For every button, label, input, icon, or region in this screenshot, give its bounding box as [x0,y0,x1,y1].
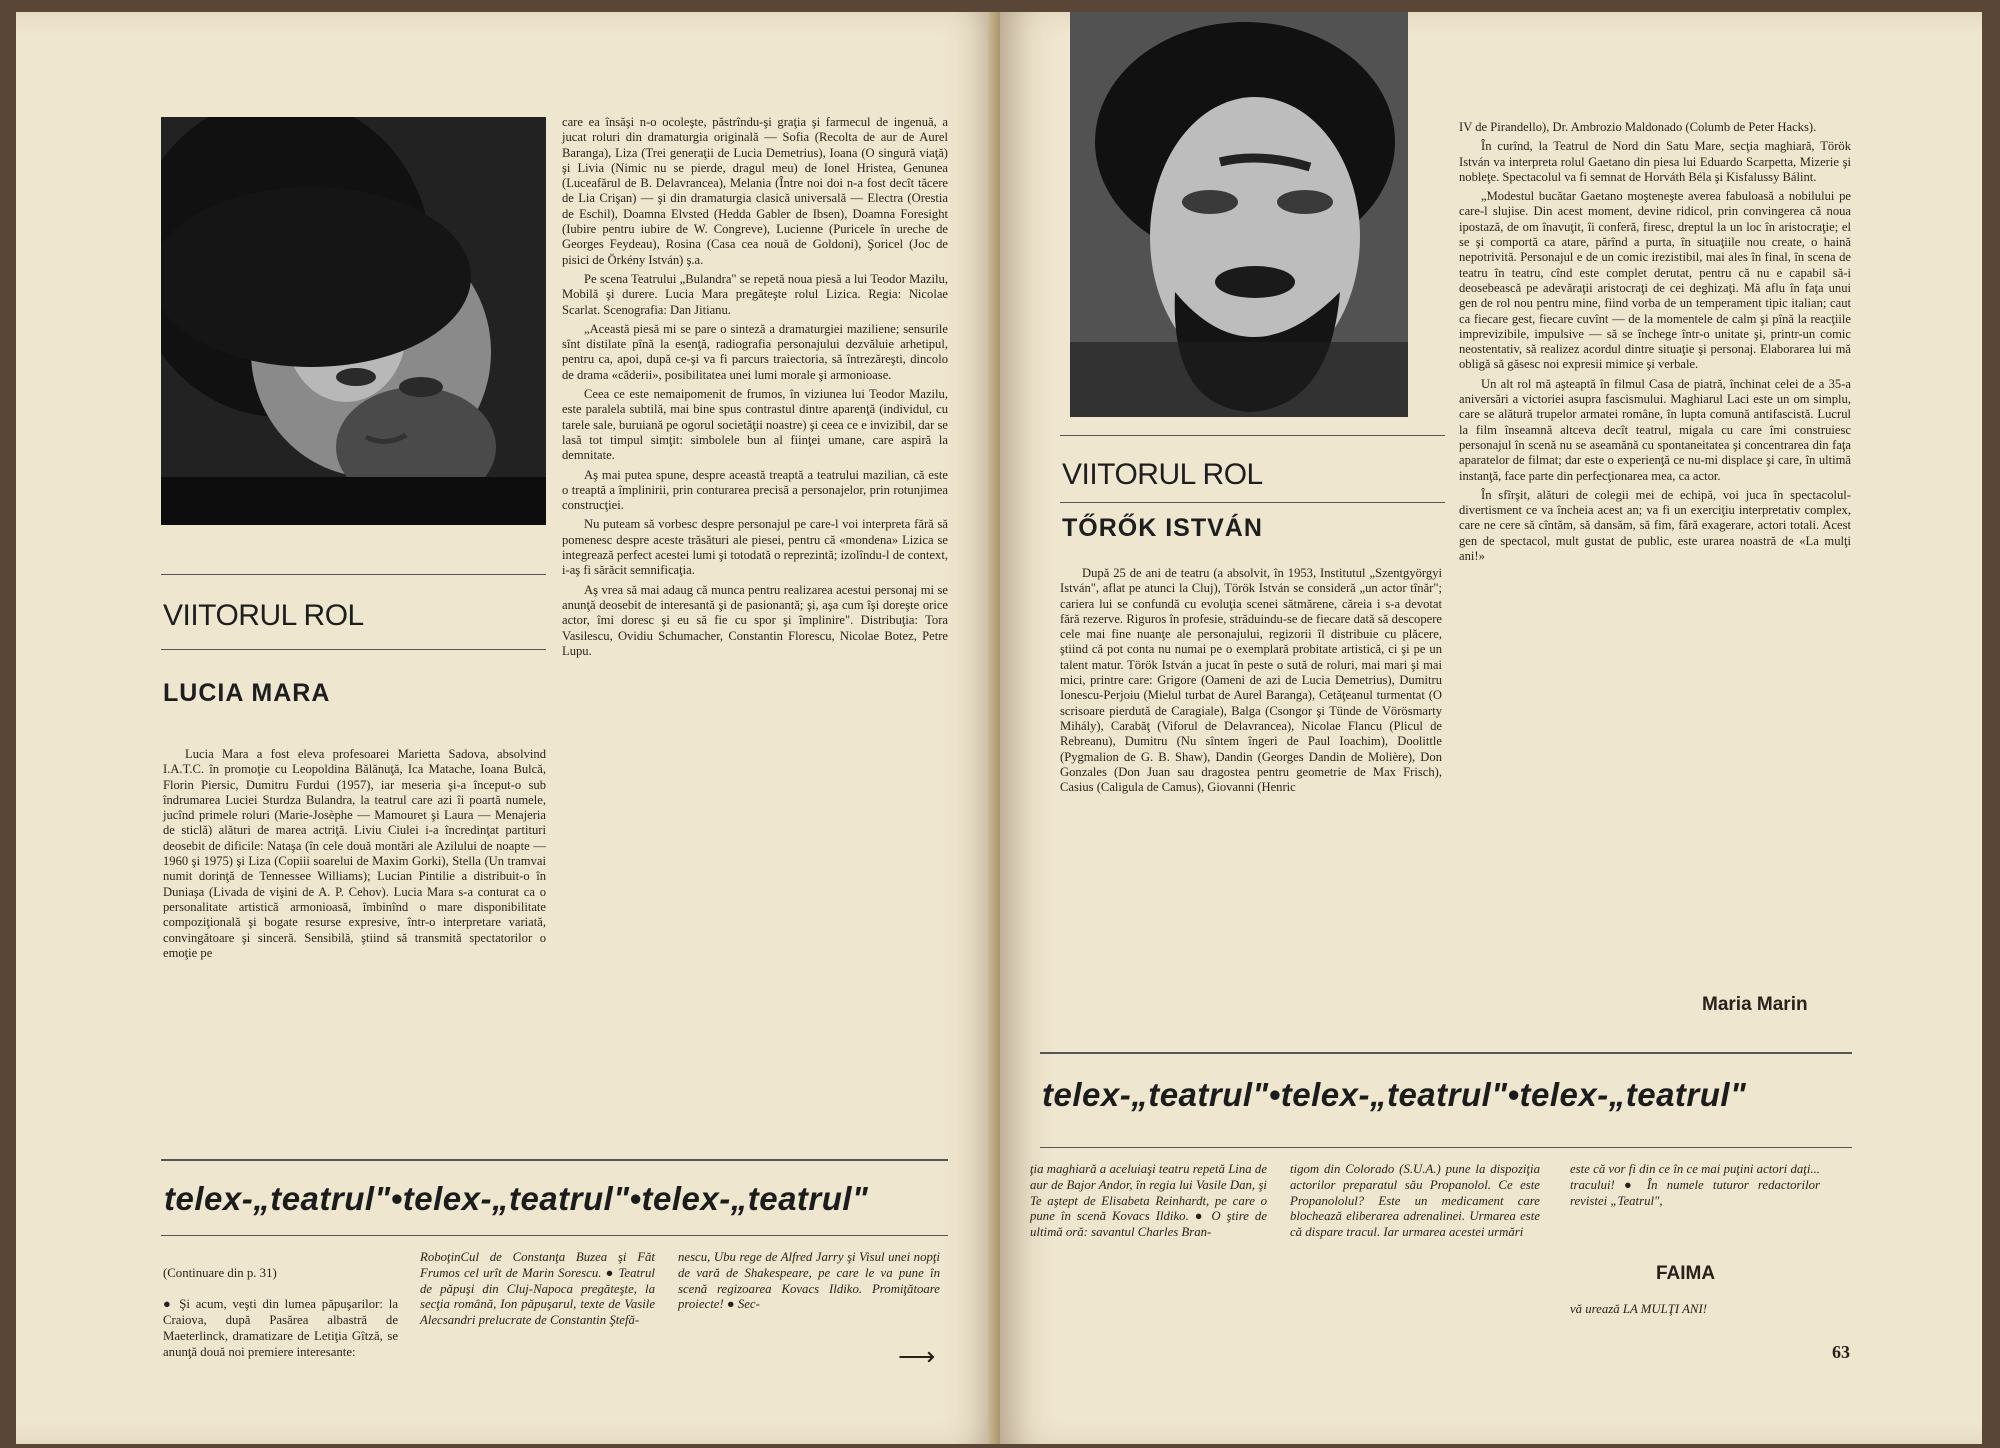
telex-rule-bottom [1040,1147,1852,1148]
divider-bottom [161,649,546,650]
paragraph: Aş mai putea spune, despre această treaptă a teatrului mazilian, că este o treaptă a împlinirii, prin conturarea precisă a personajelor, prin rotunjimea construcţiei. [562,467,948,513]
paragraph: Ceea ce este nemaipomenit de frumos, în viziunea lui Teodor Mazilu, este paralela subtilă, mai bine spus contrastul dintre aparenţă (individul, cu tarele sale, buruiană pe ogorul societăţii noastre) şi ceea ce e invizibil, dar se lasă tot timpul simţit: simbolele bun al fiinţei umane, care aspiră la demnitate. [562,387,948,463]
telex-column-2 [420,1250,655,1329]
right-page [1000,12,1982,1444]
closing-greeting [1570,1302,1830,1318]
paragraph: Aş vrea să mai adaug că munca pentru realizarea acestui personaj mi se anunţă deosebit de interesantă şi de pasionantă; şi, aşa cum îşi doreşte orice actor, îmi doresc şi eu să fie cu spor şi împlinire". Distribuţia: Tora Vasilescu, Ovidiu Schumacher, Constantin Florescu, Nicolae Botez, Petre Lupu. [562,582,948,658]
divider-top [1060,435,1445,436]
telex-text: (Continuare din p. 31) ● Şi acum, veşti din lumea păpuşarilor: la Craiova, după Pasărea albastră de Maeterlinck, dramatizare de Letiţia Gîtză, se anunţă două noi premiere interesante: [163,1265,398,1359]
paragraph: În sfîrşit, alături de colegii mei de echipă, voi juca în spectacolul-divertisment ce va încheia acest an; va fi un exerciţiu interpretativ complex, care ne cere să cîntăm, să dansăm, să fim, fără exagerare, actori totali. Acest gen de spectacol, mult gustat de public, este urarea noastră de «La mulţi ani!» [1459,487,1851,564]
continue-arrow-icon: ⟶ [898,1342,936,1371]
closing-text: vă urează LA MULŢI ANI! [1570,1302,1707,1316]
article-column-1 [163,747,546,1147]
telex-column-1 [163,1250,398,1376]
telex-text: RoboţinCul de Constanţa Buzea şi Făt Frumos cel urît de Marin Sorescu. ● Teatrul de păpuşi din Cluj-Napoca pregăteşte, la secţia română, Ion păpuşarul, texte de Vasile Alecsandri prelucrate de Constantin Ştefă- [420,1250,655,1328]
paragraph: care ea însăşi n-o ocoleşte, păstrîndu-şi graţia şi farmecul de ingenuă, a jucat roluri din dramaturgia originală — Sofia (Recolta de aur de Aurel Baranga), Liza (Trei generaţii de Lucia Demetrius), Ioana (O singură viaţă) şi Livia (Nimic nu se pierde, dragul meu) de Ionel Hristea, Genunea (Luceafărul de B. Delavrancea), Melania (Între noi doi n-a fost decît tăcere de Lia Crişan) — şi din dramaturgia clasică universală — Electra (Orestia de Eschil), Doamna Elvsted (Hedda Gabler de Ibsen), Doamna Foresight (Iubire pentru iubire de W. Congreve), Lucienne (Puricele în ureche de Georges Feydeau), Rosina (Casa cea nouă de Goldoni), Şoricel (Joc de pisici de Örkény István) ş.a. [562,115,948,267]
telex-banner: telex-„teatrul"•telex-„teatrul"•telex-„teatrul" [1042,1076,1747,1113]
telex-text: ţia maghiară a aceluiaşi teatru repetă Lina de aur de Bajor Andor, în regia lui Vasile Dan, şi Te aştept de Elisabeta Reinhardt, pe care o pune în scenă Kovacs Ildiko. ● O ştire de ultimă oră: savantul Charles Bran- [1030,1162,1267,1240]
paragraph: După 25 de ani de teatru (a absolvit, în 1953, Institutul „Szentgyörgyi István", aflat pe atunci la Cluj), Török István se consideră „un actor tînăr"; cariera lui se confundă cu evoluţia scenei sătmărene, căreia i s-a devotat fără rezerve. Riguros în profesie, străduindu-se de fiecare dată să descopere cele mai fine nuanţe ale personajului, regizorii îl distribuie cu plăcere, ştiind că pot conta nu numai pe o exemplară probitate artistică, ci şi pe un talent matur. Török István a jucat în peste o sută de roluri, mai mari şi mai mici, printre care: Grigore (Oameni de azi de Lucia Demetrius), Dumitru Ionescu-Perjoiu (Mielul turbat de Aurel Baranga), Cetăţeanul turmentat (O scrisoare pierdută de Caragiale), Balga (Csongor şi Tünde de Vörösmarty Mihály), Carabăţ (Viforul de Delavrancea), Nicolae Flancu (Plicul de Rebreanu), Dumitru (Nu sîntem îngeri de Paul Ioachim), Doolittle (Pygmalion de G. B. Shaw), Dandin (Georges Dandin de Molière), Don Gonzales (Don Juan sau dragostea pentru geometrie de Max Frisch), Casius (Caligula de Camus), Giovanni (Henric [1060,566,1442,795]
paragraph: Lucia Mara a fost eleva profesoarei Marietta Sadova, absolvind I.A.T.C. în promoţie cu Leopoldina Bălănuţă, Ica Matache, Ioana Bulcă, Florin Piersic, Dumitru Furdui (1957), iar meseria şi-a început-o sub îndrumarea Luciei Sturdza Bulandra, la teatrul care azi îi poartă numele, jucînd primele roluri (Marie-Josèphe — Mamouret şi Laura — Menajeria de sticlă) alături de marea actriţă. Liviu Ciulei i-a încredinţat partituri deosebit de dificile: Nataşa (în cele două montări ale Azilului de noapte — 1960 şi 1975) şi Liza (Copiii soarelui de Maxim Gorki), Stella (Un tramvai numit dorinţă de Tennessee Williams); Lucian Pintilie a distribuit-o în Duniaşa (Livada de vişini de A. P. Cehov). Lucia Mara s-a conturat ca o personalitate artistică armonioasă, îmbinînd o mare disponibilitate compoziţională şi bogate resurse expresive, într-o interpretare variată, convingătoare şi sinceră. Sensibilă, ştiind să transmită spectatorilor o emoţie pe [163,747,546,960]
paragraph: În curînd, la Teatrul de Nord din Satu Mare, secţia maghiară, Török István va interpreta rolul Gaetano din piesa lui Eduardo Scarpetta, Mizerie şi nobleţe. Spectacolul va fi semnat de Horváth Béla şi Kisfalussy Bálint. [1459,139,1851,184]
paragraph: Un alt rol mă aşteaptă în filmul Casa de piatră, închinat celei de a 35-a aniversări a victoriei asupra fascismului. Maghiarul Laci este un om simplu, care se alătură trupelor armatei române, în lupta comună antifascistă. Lucrul la film înseamnă altceva decît teatrul, migala cu care îmi construiesc personajul în scenă nu se aseamănă cu spontaneitatea şi concentrarea din faţa aparatelor de filmat; dar este o experienţă ce nu-mi displace şi care, în ultimă instanţă, face parte din perfecţionarea mea, ca actor. [1459,376,1851,483]
telex-rule-top [161,1159,948,1161]
article-column-1 [1060,566,1442,1036]
paragraph: „Această piesă mi se pare o sinteză a dramaturgiei maziliene; sensurile sînt distilate pînă la esenţă, radiografia personajului dezvăluie arhetipul, pentru ca, apoi, după ce-şi va fi parcurs traiectoria, să întrezăreşti, dincolo de drama «căderii», posibilitatea unei lumi morale şi armonioase. [562,321,948,382]
page-number: 63 [1832,1342,1850,1362]
telex-column-1 [1030,1162,1267,1241]
telex-text: este că vor fi din ce în ce mai puţini actori daţi... tracului! ● În numele tuturor redactorilor revistei „Teatrul", [1570,1162,1820,1208]
telex-text: nescu, Ubu rege de Alfred Jarry şi Visul unei nopţi de vară de Shakespeare, pe care le va pune în scenă regizoarea Kovacs Ildiko. Promiţătoare proiecte! ● Sec- [678,1250,940,1312]
article-column-2 [1459,120,1851,1030]
section-title: VIITORUL ROL [163,599,364,632]
telex-column-2 [1290,1162,1540,1241]
telex-text: tigom din Colorado (S.U.A.) pune la dispoziţia actorilor preparatul său Propanolol. Ce este Propanololul? Este un medicament care blochează eliberarea adrenalinei. Urmarea este că dispare tracul. Iar urmarea acestei urmări [1290,1162,1540,1240]
paragraph: Pe scena Teatrului „Bulandra" se repetă noua piesă a lui Teodor Mazilu, Mobilă şi durere. Lucia Mara pregăteşte rolul Lizica. Regia: Nicolae Scarlat. Scenografia: Dan Jitianu. [562,271,948,317]
telex-column-3 [1570,1162,1820,1209]
telex-banner: telex-„teatrul"•telex-„teatrul"•telex-„teatrul" [164,1180,869,1217]
portrait-photo-lucia-mara [161,117,546,525]
divider-bottom [1060,502,1445,503]
telex-column-3 [678,1250,940,1313]
faima-signoff: FAIMA [1656,1263,1716,1284]
telex-rule-bottom [161,1235,948,1236]
author-signature: Maria Marin [1702,994,1808,1015]
telex-rule-top [1040,1052,1852,1054]
paragraph: IV de Pirandello), Dr. Ambrozio Maldonado (Columb de Peter Hacks). [1459,120,1817,134]
left-page [16,12,998,1444]
paragraph: Nu puteam să vorbesc despre personajul pe care-l voi interpreta fără să pomenesc despre aceste trăsături ale piesei, pentru că «mondena» Lizica se integrează perfect acestei lumi şi totodată o reprezintă; izolîndu-l de context, i-aş fi sărăcit semnificaţia. [562,517,948,578]
actor-name: LUCIA MARA [163,679,331,707]
divider-top [161,574,546,575]
actor-name: TŐRŐK ISTVÁN [1062,514,1263,542]
portrait-photo-torok-istvan [1070,12,1408,417]
section-title: VIITORUL ROL [1062,458,1263,491]
paragraph: „Modestul bucătar Gaetano moşteneşte averea fabuloasă a nobilului pe care-l slujise. Din acest moment, devine ridicol, prin convingerea că noua ipostază, de om înavuţit, îi conferă, firesc, dreptul la un loc în aristocraţie; el se şi comportă ca atare, părînd a purta, în situaţiile nou create, o haină nepotrivită. Personajul e de un comic irezistibil, mai ales în final, în scena de teatru în teatru, cînd este complet derutat, pentru că nu e capabil să-i deosebească pe adevăraţii aristocraţi de cei deghizaţi. Mă aflu în faţa unui gen de rol nou pentru mine, fiind vorba de un temperament tipic italian; caut ca fiecare gest, fiecare cuvînt — de la momentele de calm şi pînă la reacţiile imprevizibile, impulsive — să se închege într-o unitate şi, printr-un comic neostentativ, să realizez acordul dintre situaţie şi personaj. Elaborarea lui mă obligă să găsesc noi expresii mimice şi verbale. [1459,189,1851,372]
article-column-2 [562,115,948,1147]
